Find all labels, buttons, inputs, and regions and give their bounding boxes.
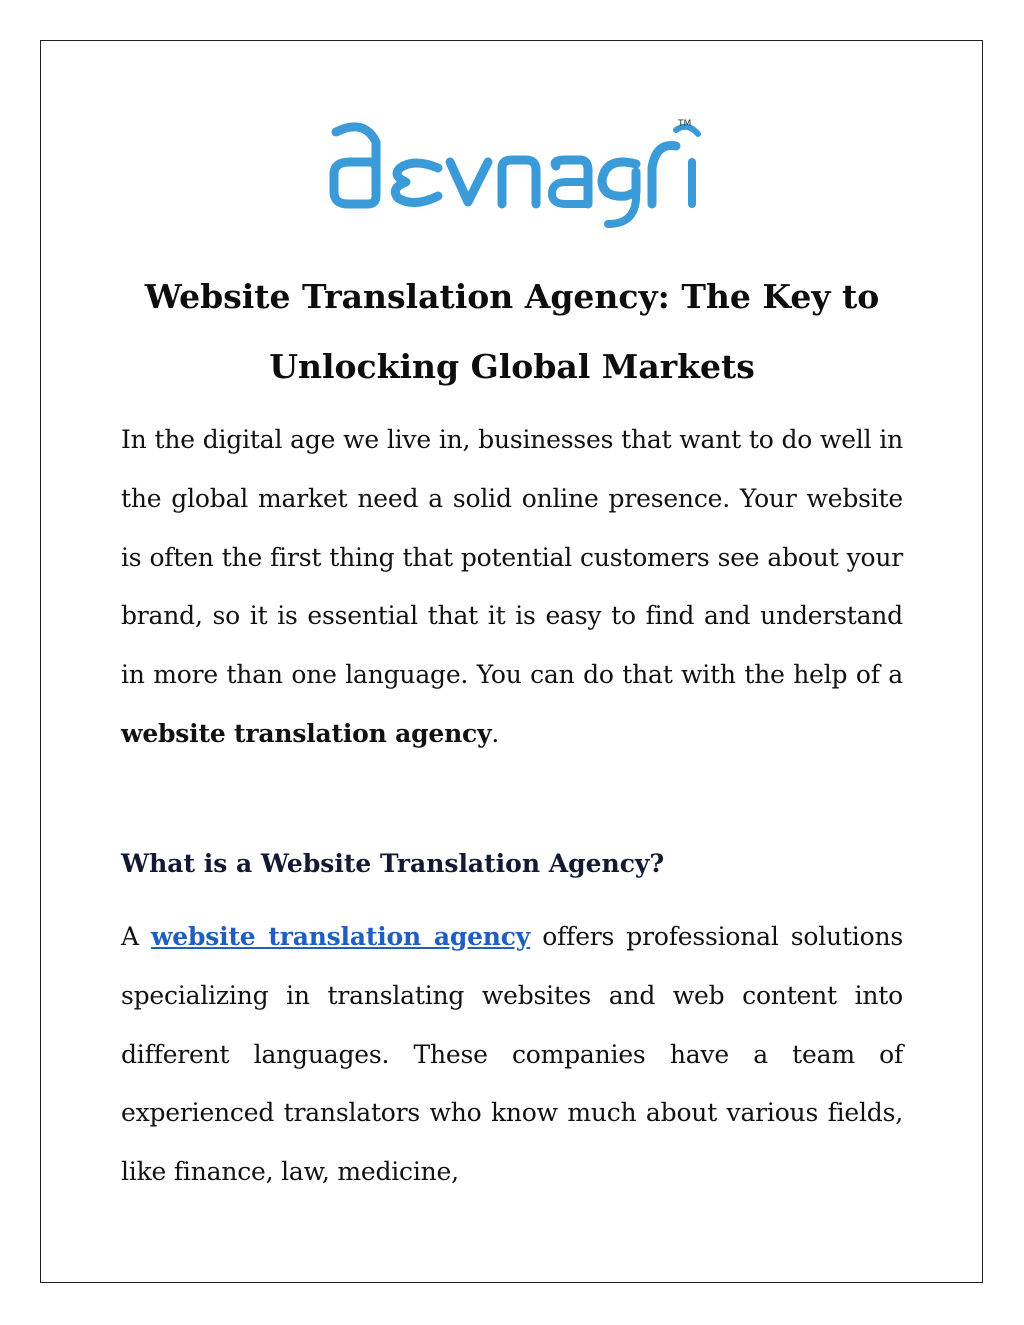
section-paragraph [121,908,903,1202]
section-text-lead: A [121,922,151,951]
trademark-mark: TM [678,119,692,129]
intro-bold-term: website translation agency [121,718,492,748]
intro-text: In the digital age we live in, businesses that want to do well in the global market need a solid online presence. Your website is often the first thing that potential customers see about your brand, so it is essential that it is easy to find and understand in more than one language. You can do that with the help of a [121,425,903,690]
section-heading: What is a Website Translation Agency? [121,849,665,878]
website-translation-agency-link[interactable]: website translation agency [150,922,531,951]
section-text-body: offers professional solutions specializing in translating websites and web content into different languages. These companies have a team of experienced translators who know much about various fields, like finance, law, medicine, [121,922,903,1187]
devnagri-logo [326,112,706,232]
intro-trailing-text: . [491,718,500,748]
document-title: Website Translation Agency: The Key to Unlocking Global Markets [144,277,880,386]
logo-graphic [326,112,706,232]
intro-paragraph [121,411,903,764]
